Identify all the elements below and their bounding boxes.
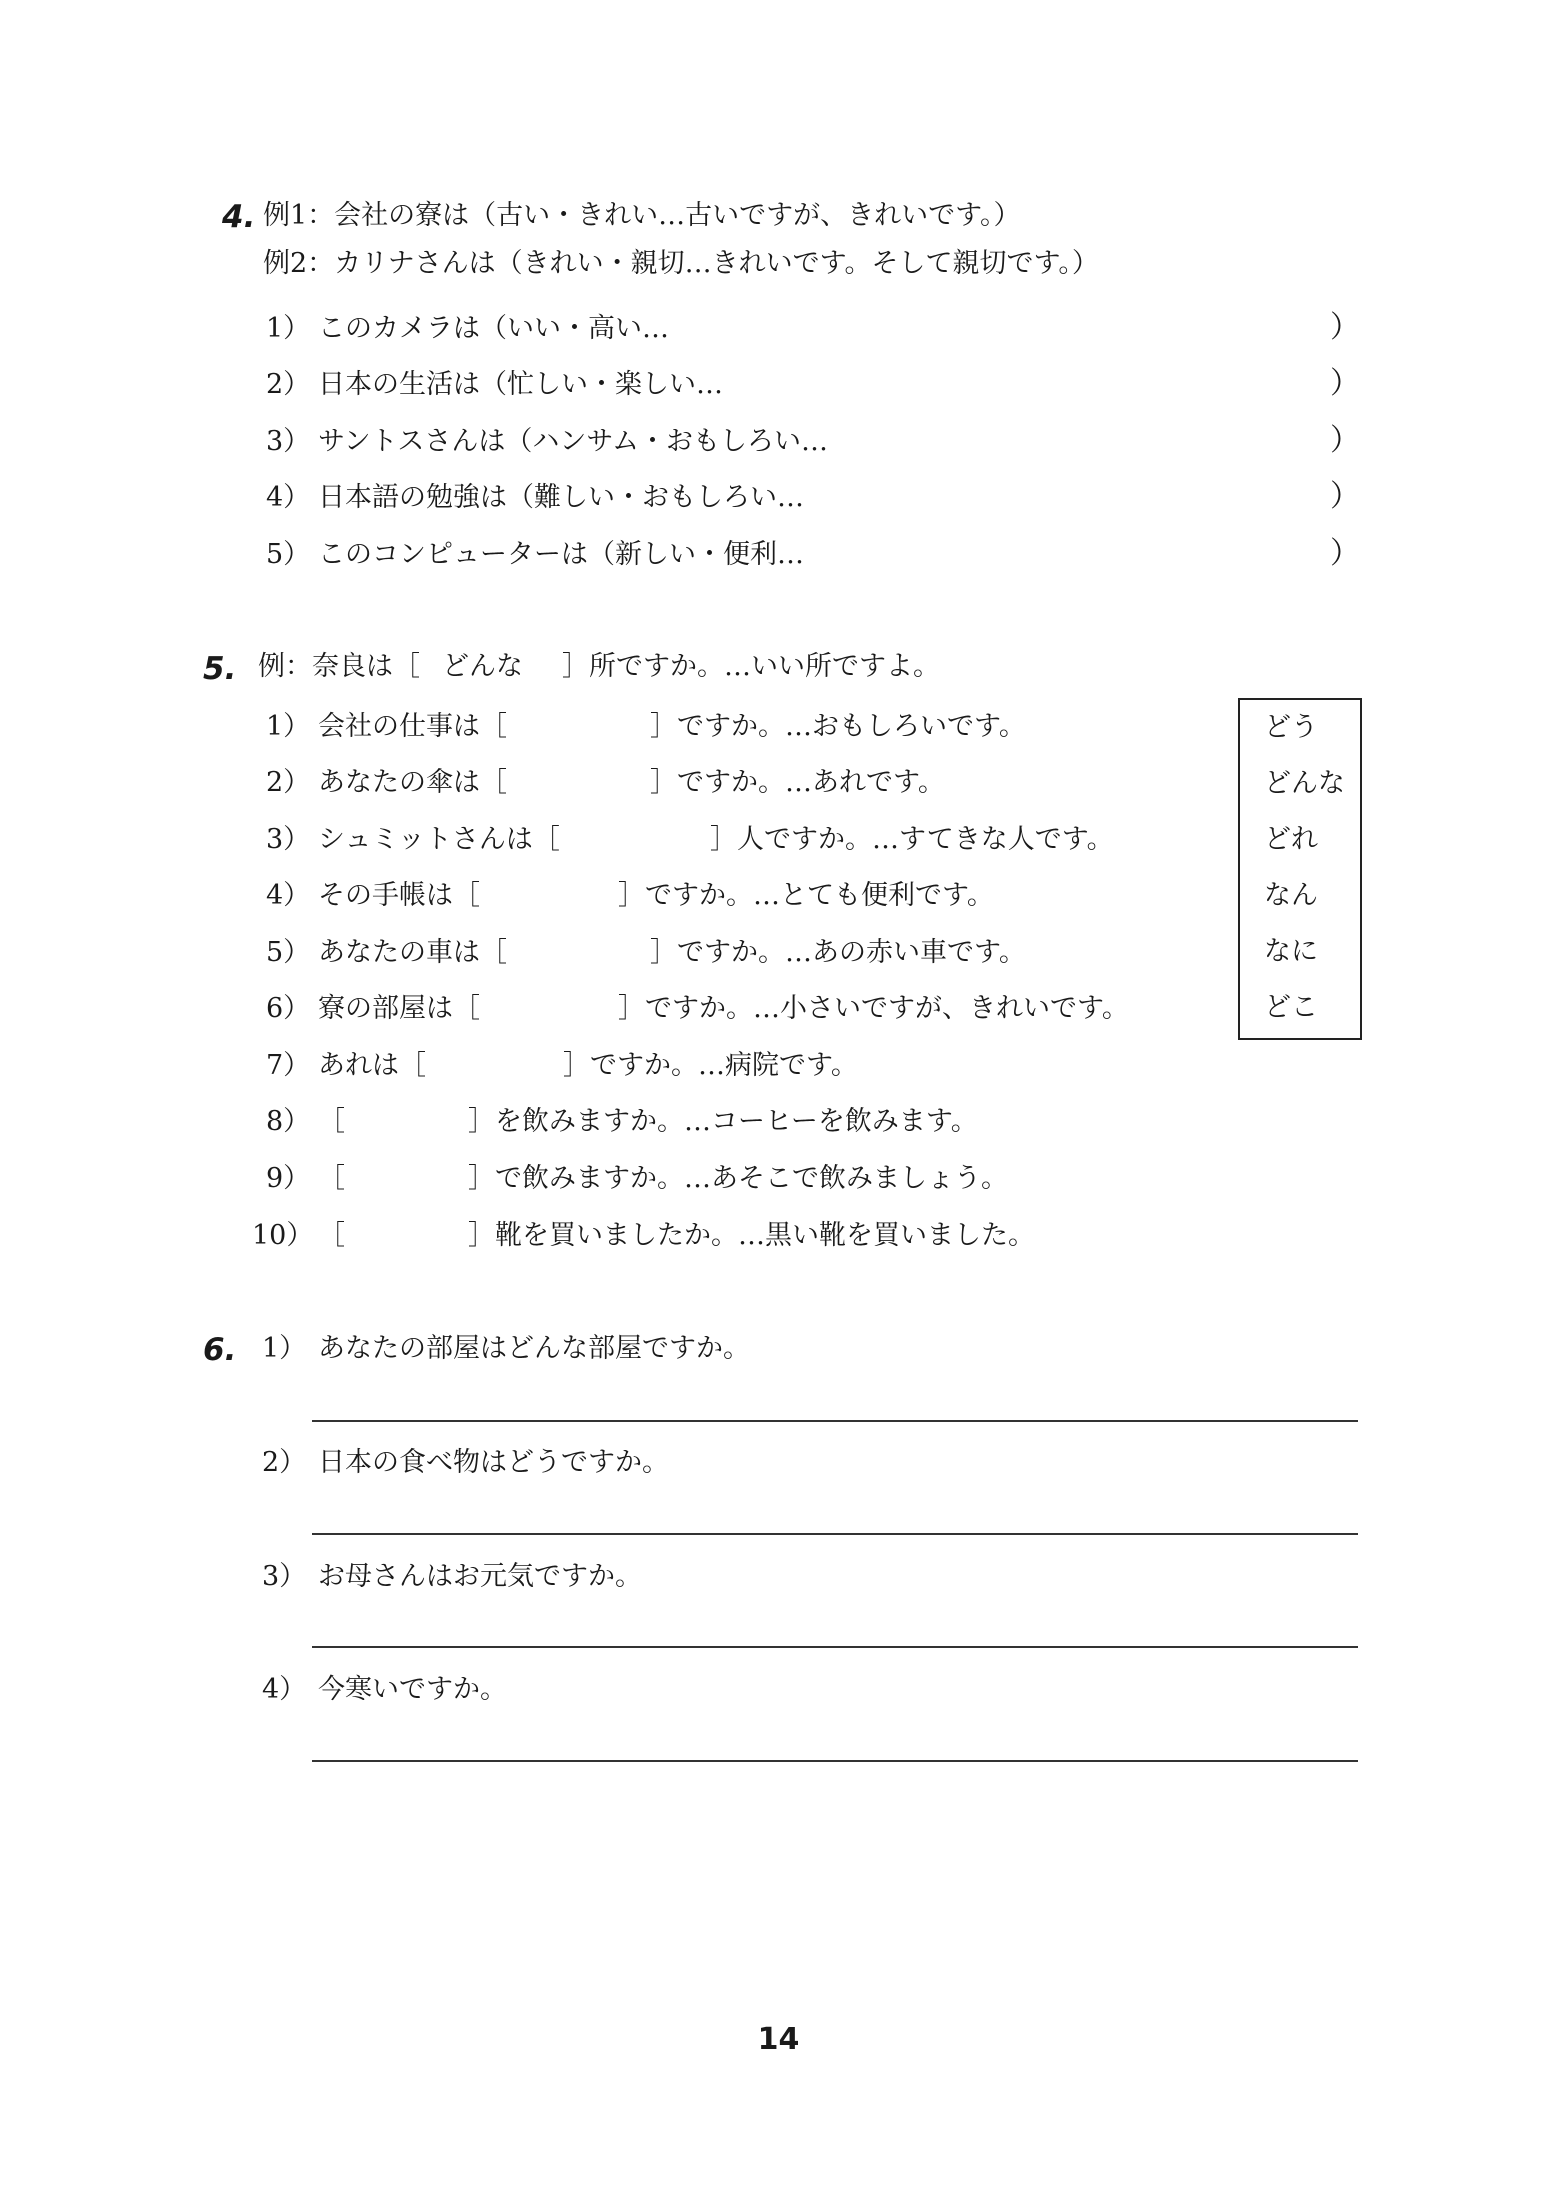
section-4-item-num: 3） [266, 426, 311, 457]
section-6-question: 今寒いですか。 [318, 1674, 507, 1705]
section-4-closing-paren: ） [1330, 310, 1360, 345]
section-4-item-text: 日本語の勉強は（難しい・おもしろい… [318, 482, 804, 513]
section-4-item-text: 日本の生活は（忙しい・楽しい… [318, 369, 723, 400]
section-5-item-num: 9） [266, 1163, 311, 1194]
section-5-item-prefix: ［ [318, 1163, 345, 1194]
section-4-closing-paren: ） [1330, 366, 1360, 401]
section-5-item-prefix: 会社の仕事は［ [318, 711, 507, 742]
section-5-item-num: 3） [266, 824, 311, 855]
section-6-number: 6. [203, 1332, 237, 1368]
section-5-item-num: 2） [266, 767, 311, 798]
section-5-item-prefix: ［ [318, 1106, 345, 1137]
section-5-item-num: 7） [266, 1050, 311, 1081]
section-5-item-num: 4） [266, 880, 311, 911]
section-6-item-num: 1） [262, 1333, 307, 1364]
section-5-item-suffix: ］ですか。…小さいですが、きれいです。 [618, 993, 1129, 1024]
answer-line[interactable] [312, 1646, 1358, 1648]
section-5-example-tail: ］所ですか。…いい所ですよ。 [562, 651, 940, 682]
section-5-item-suffix: ］ですか。…あの赤い車です。 [650, 937, 1026, 968]
section-5-item-suffix: ］ですか。…病院です。 [563, 1050, 858, 1081]
section-4-example-1: 例1：会社の寮は（古い・きれい…古いですが、きれいです。） [263, 200, 1021, 231]
section-6-question: 日本の食べ物はどうですか。 [318, 1447, 669, 1478]
section-5-item-suffix: ］人ですか。…すてきな人です。 [710, 824, 1114, 855]
answer-line[interactable] [312, 1533, 1358, 1535]
word-choice-box [1238, 698, 1362, 1040]
section-6-question: お母さんはお元気ですか。 [318, 1561, 642, 1592]
section-6-item-num: 3） [262, 1561, 307, 1592]
word-choice: どう [1264, 712, 1318, 743]
section-4-closing-paren: ） [1330, 536, 1360, 571]
section-4-item-num: 4） [266, 482, 311, 513]
section-4-item-text: サントスさんは（ハンサム・おもしろい… [318, 426, 829, 457]
section-5-item-suffix: ］靴を買いましたか。…黒い靴を買いました。 [468, 1220, 1035, 1251]
section-5-item-prefix: その手帳は［ [318, 880, 480, 911]
section-5-item-prefix: あなたの傘は［ [318, 767, 507, 798]
answer-line[interactable] [312, 1420, 1358, 1422]
section-6-item-num: 4） [262, 1674, 307, 1705]
section-4-item-num: 5） [266, 539, 311, 570]
section-5-item-num: 8） [266, 1106, 311, 1137]
section-5-example-answer: どんな [442, 651, 523, 682]
section-5-item-prefix: あなたの車は［ [318, 937, 507, 968]
section-5-item-prefix: ［ [318, 1220, 345, 1251]
section-5-item-num: 1） [266, 711, 311, 742]
section-6-item-num: 2） [262, 1447, 307, 1478]
section-5-item-suffix: ］ですか。…とても便利です。 [618, 880, 994, 911]
word-choice: どんな [1264, 768, 1345, 799]
section-5-item-suffix: ］を飲みますか。…コーヒーを飲みます。 [468, 1106, 978, 1137]
word-choice: なん [1264, 880, 1318, 911]
section-4-item-text: このコンピューターは（新しい・便利… [318, 539, 804, 570]
section-5-item-suffix: ］で飲みますか。…あそこで飲みましょう。 [468, 1163, 1008, 1194]
section-5-item-num: 6） [266, 993, 311, 1024]
section-4-closing-paren: ） [1330, 423, 1360, 458]
section-4-item-text: このカメラは（いい・高い… [318, 313, 669, 344]
page-number: 14 [757, 2022, 800, 2057]
section-5-item-suffix: ］ですか。…おもしろいです。 [650, 711, 1026, 742]
section-5-item-num: 10） [252, 1220, 314, 1251]
section-5-item-suffix: ］ですか。…あれです。 [650, 767, 945, 798]
section-5-item-prefix: 寮の部屋は［ [318, 993, 480, 1024]
section-5-item-num: 5） [266, 937, 311, 968]
word-choice: どれ [1264, 824, 1318, 855]
answer-line[interactable] [312, 1760, 1358, 1762]
word-choice: なに [1264, 936, 1318, 967]
section-5-example-head: 例：奈良は［ [258, 651, 420, 682]
section-4-example-2: 例2：カリナさんは（きれい・親切…きれいです。そして親切です。） [263, 248, 1099, 279]
section-6-question: あなたの部屋はどんな部屋ですか。 [318, 1333, 750, 1364]
section-4-closing-paren: ） [1330, 479, 1360, 514]
section-4-number: 4. [222, 199, 256, 235]
section-5-number: 5. [203, 651, 237, 687]
section-5-item-prefix: シュミットさんは［ [318, 824, 560, 855]
word-choice: どこ [1264, 992, 1318, 1023]
section-5-item-prefix: あれは［ [318, 1050, 426, 1081]
section-4-item-num: 2） [266, 369, 311, 400]
section-4-item-num: 1） [266, 313, 311, 344]
